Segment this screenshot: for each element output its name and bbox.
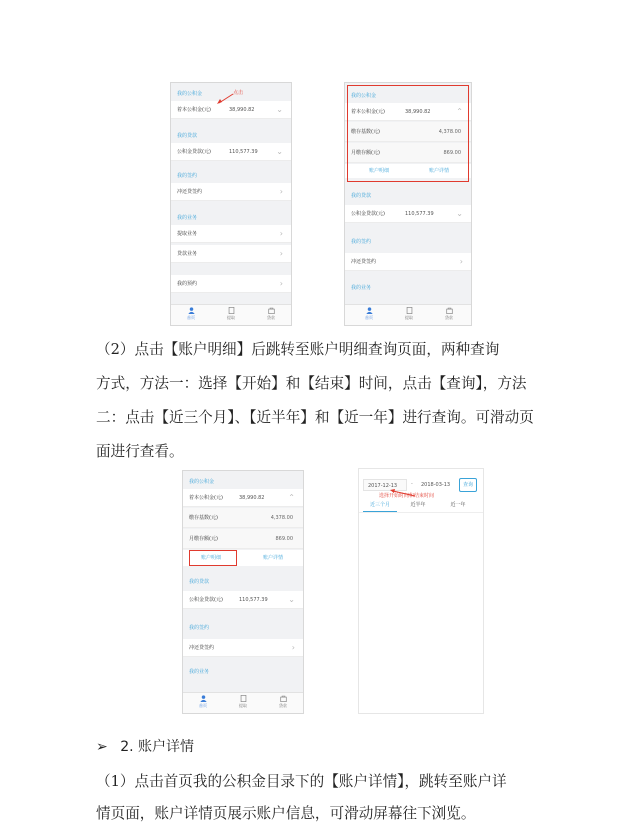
screenshot-home-expanded bbox=[344, 82, 472, 326]
arrow-icon bbox=[215, 92, 235, 106]
tab-extract[interactable]: 提取 bbox=[397, 307, 421, 321]
chevron-right-icon: › bbox=[279, 229, 283, 238]
divider bbox=[359, 512, 483, 513]
screenshot-account-query bbox=[358, 468, 484, 714]
section-title: 2. 账户详情 bbox=[120, 739, 194, 755]
monthly-label: 月缴存额(元) bbox=[351, 150, 380, 156]
user-icon bbox=[188, 307, 195, 314]
biz-item-label: 贷款业务 bbox=[177, 251, 198, 257]
tab-home[interactable]: 首页 bbox=[179, 307, 203, 321]
section-my-business: 我的业务 bbox=[171, 211, 291, 225]
tab-loan[interactable]: 贷款 bbox=[271, 695, 295, 709]
chevron-up-icon: ⌃ bbox=[456, 107, 463, 116]
monthly-value: 869.00 bbox=[443, 150, 461, 156]
bag-icon bbox=[280, 695, 287, 702]
biz-row-1[interactable] bbox=[171, 225, 291, 243]
section-my-loan: 我的贷款 bbox=[345, 189, 471, 203]
end-date-field[interactable]: 2018-03-13 bbox=[421, 482, 451, 488]
chevron-down-icon: ⌄ bbox=[288, 595, 295, 604]
base-row bbox=[183, 508, 303, 528]
gjj-balance-value: 38,990.82 bbox=[229, 107, 255, 113]
paragraph-line: 二：点击【近三个月】、【近半年】和【近一年】进行查询。可滑动页 bbox=[96, 409, 534, 426]
loan-row[interactable] bbox=[183, 591, 303, 609]
chevron-right-icon: › bbox=[291, 643, 295, 652]
section-my-business: 我的业务 bbox=[345, 281, 471, 295]
tab-loan[interactable]: 贷款 bbox=[437, 307, 461, 321]
user-icon bbox=[200, 695, 207, 702]
loan-label: 公积金贷款(元) bbox=[351, 211, 385, 217]
document-icon bbox=[240, 695, 247, 702]
monthly-row bbox=[183, 529, 303, 549]
chevron-right-icon: › bbox=[279, 187, 283, 196]
loan-row[interactable] bbox=[345, 205, 471, 223]
select-date-annotation: 选择开始时间和结束时间 bbox=[379, 493, 435, 499]
section-my-sign: 我的签约 bbox=[171, 169, 291, 183]
base-value: 4,378.00 bbox=[270, 515, 293, 521]
highlight-box bbox=[189, 550, 237, 566]
biz-row-3[interactable] bbox=[171, 275, 291, 293]
gjj-balance-label: 着本公积金(元) bbox=[351, 109, 385, 115]
gjj-balance-row[interactable] bbox=[183, 489, 303, 507]
tab-one-year[interactable]: 近一年 bbox=[450, 502, 466, 508]
user-icon bbox=[366, 307, 373, 314]
section-my-business: 我的业务 bbox=[183, 665, 303, 679]
account-detail-button[interactable]: 账户明细 bbox=[369, 168, 390, 174]
section-my-gjj: 我的公积金 bbox=[345, 89, 471, 103]
paragraph-line: （1）点击首页我的公积金目录下的【账户详情】，跳转至账户详 bbox=[96, 773, 507, 790]
section-my-gjj: 我的公积金 bbox=[183, 475, 303, 489]
date-separator: - bbox=[411, 481, 413, 487]
tab-bar bbox=[171, 304, 291, 325]
paragraph-line: 情页面，账户详情页展示账户信息，可滑动屏幕往下浏览。 bbox=[96, 805, 476, 822]
document-icon bbox=[228, 307, 235, 314]
biz-row-2[interactable] bbox=[171, 245, 291, 263]
screenshot-home-collapsed bbox=[170, 82, 292, 326]
tab-extract[interactable]: 提取 bbox=[231, 695, 255, 709]
loan-value: 110,577.39 bbox=[405, 211, 434, 217]
chevron-right-icon: › bbox=[279, 279, 283, 288]
account-info-button[interactable]: 账户详情 bbox=[429, 168, 450, 174]
base-value: 4,378.00 bbox=[438, 129, 461, 135]
screenshot-account-detail-entry bbox=[182, 470, 304, 714]
base-label: 缴存基数(元) bbox=[351, 129, 380, 135]
paragraph-line: （2）点击【账户明细】后跳转至账户明细查询页面，两种查询 bbox=[96, 341, 500, 358]
sign-row[interactable] bbox=[345, 253, 471, 271]
chevron-down-icon: ⌄ bbox=[276, 105, 283, 114]
tab-extract[interactable]: 提取 bbox=[219, 307, 243, 321]
tab-home[interactable]: 首页 bbox=[191, 695, 215, 709]
gjj-balance-label: 着本公积金(元) bbox=[177, 107, 211, 113]
document-icon bbox=[406, 307, 413, 314]
biz-item-label: 我的预约 bbox=[177, 281, 198, 287]
section-my-loan: 我的贷款 bbox=[171, 129, 291, 143]
start-date-field[interactable]: 2017-12-13 bbox=[363, 479, 407, 491]
section-heading bbox=[96, 736, 194, 756]
tab-home[interactable]: 首页 bbox=[357, 307, 381, 321]
tab-loan[interactable]: 贷款 bbox=[259, 307, 283, 321]
bag-icon bbox=[446, 307, 453, 314]
section-my-loan: 我的贷款 bbox=[183, 575, 303, 589]
loan-row[interactable] bbox=[171, 143, 291, 161]
tab-half-year[interactable]: 近半年 bbox=[410, 502, 426, 508]
gjj-balance-label: 着本公积金(元) bbox=[189, 495, 223, 501]
bullet-arrow-icon: ➢ bbox=[96, 739, 108, 755]
monthly-label: 月缴存额(元) bbox=[189, 536, 218, 542]
chevron-down-icon: ⌄ bbox=[276, 147, 283, 156]
tab-three-months[interactable]: 近三个月 bbox=[363, 499, 397, 512]
biz-item-label: 提取业务 bbox=[177, 231, 198, 237]
section-my-sign: 我的签约 bbox=[183, 621, 303, 635]
highlight-box bbox=[347, 85, 469, 182]
account-detail-button[interactable]: 账户明细 bbox=[201, 555, 222, 561]
chevron-down-icon: ⌄ bbox=[456, 209, 463, 218]
section-my-sign: 我的签约 bbox=[345, 235, 471, 249]
tab-bar bbox=[183, 692, 303, 713]
click-annotation: 点击 bbox=[233, 90, 244, 96]
monthly-value: 869.00 bbox=[275, 536, 293, 542]
chevron-right-icon: › bbox=[279, 249, 283, 258]
chevron-up-icon: ⌃ bbox=[288, 493, 295, 502]
bag-icon bbox=[268, 307, 275, 314]
loan-label: 公积金贷款(元) bbox=[189, 597, 223, 603]
gjj-balance-value: 38,990.82 bbox=[405, 109, 431, 115]
tab-bar bbox=[345, 304, 471, 325]
account-info-button[interactable]: 账户详情 bbox=[263, 555, 284, 561]
gjj-balance-value: 38,990.82 bbox=[239, 495, 265, 501]
loan-value: 110,577.39 bbox=[239, 597, 268, 603]
sign-item-label: 冲还贷签约 bbox=[351, 259, 377, 265]
section-my-gjj: 我的公积金 bbox=[171, 87, 291, 101]
sign-item-label: 冲还贷签约 bbox=[189, 645, 215, 651]
sign-item-label: 冲还贷签约 bbox=[177, 189, 203, 195]
loan-value: 110,577.39 bbox=[229, 149, 258, 155]
query-button[interactable]: 查询 bbox=[459, 478, 477, 492]
loan-label: 公积金贷款(元) bbox=[177, 149, 211, 155]
base-label: 缴存基数(元) bbox=[189, 515, 218, 521]
sign-row[interactable] bbox=[183, 639, 303, 657]
chevron-right-icon: › bbox=[459, 257, 463, 266]
paragraph-line: 方式，方法一：选择【开始】和【结束】时间，点击【查询】，方法 bbox=[96, 375, 527, 392]
sign-row[interactable] bbox=[171, 183, 291, 201]
paragraph-line: 面进行查看。 bbox=[96, 443, 184, 460]
